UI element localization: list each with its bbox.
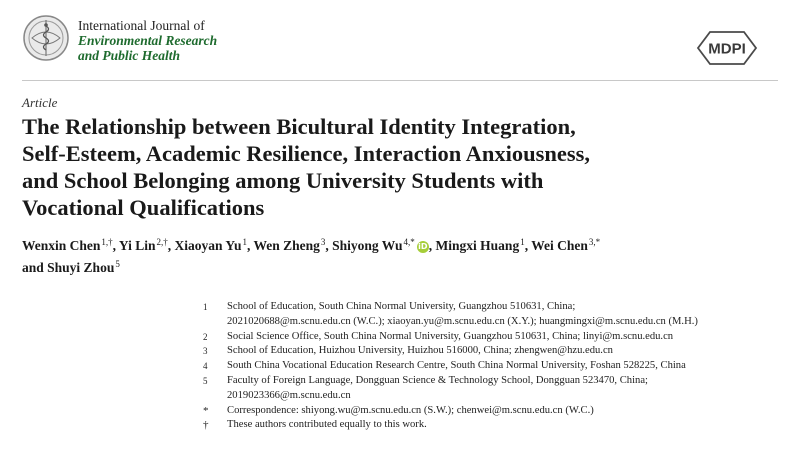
affiliation-text: 2021020688@m.scnu.edu.cn (W.C.); xiaoyan.yu@m.scnu.edu.cn (X.Y.); huangmingxi@m.scnu.edu.cn (M.H.)	[227, 315, 698, 327]
author-separator: ,	[167, 238, 172, 253]
author-name[interactable]: Shuyi Zhou	[47, 260, 115, 275]
affiliation-text: School of Education, Huizhou University, Huizhou 516000, China; zhengwen@hzu.edu.cn	[227, 345, 613, 357]
author-marks: 4,*	[403, 237, 415, 247]
mdpi-logo-icon	[696, 30, 758, 66]
author-marks: 1,†	[101, 237, 113, 247]
header-divider	[22, 80, 778, 81]
equal-contribution-text: These authors contributed equally to this work.	[227, 419, 427, 431]
author-separator: ,	[428, 238, 433, 253]
journal-name-line3: and Public Health	[78, 48, 181, 63]
author-marks: 2,†	[156, 237, 168, 247]
author-marks: 1	[242, 237, 247, 247]
author-separator: ,	[325, 238, 329, 253]
title-line: The Relationship between Bicultural Identity Integration,	[22, 114, 576, 139]
affiliation-mark: 1	[203, 302, 208, 312]
author-separator: ,	[112, 238, 117, 253]
author-name[interactable]: Xiaoyan Yu	[174, 238, 242, 253]
author-name[interactable]: Mingxi Huang	[435, 238, 520, 253]
author-name[interactable]: Yi Lin	[118, 238, 156, 253]
author-marks: 3,*	[588, 237, 601, 247]
affiliation-list	[200, 300, 790, 433]
affiliation-text: 2019023366@m.scnu.edu.cn	[227, 389, 351, 401]
author-separator: ,	[246, 238, 251, 253]
affiliation-item	[200, 344, 790, 359]
author-marks: 3	[320, 237, 326, 247]
paper-title	[22, 113, 782, 221]
correspondence-item	[200, 404, 790, 419]
affiliation-item	[200, 300, 790, 330]
affiliation-mark: †	[203, 419, 209, 432]
affiliation-text: South China Vocational Education Research Centre, South China Normal University, Foshan 528225, China	[227, 360, 686, 372]
journal-name-line1: International Journal of	[78, 18, 205, 33]
affiliation-text: Faculty of Foreign Language, Dongguan Science & Technology School, Dongguan 523470, China;	[227, 374, 648, 386]
affiliation-item	[200, 374, 790, 404]
title-line: and School Belonging among University Students with	[22, 168, 544, 193]
journal-name-line2: Environmental Research	[78, 33, 218, 48]
affiliation-text: School of Education, South China Normal University, Guangzhou 510631, China;	[227, 301, 576, 312]
author-name[interactable]: Wei Chen	[531, 238, 588, 253]
author-name[interactable]: Shiyong Wu	[332, 238, 403, 253]
author-list	[22, 233, 600, 277]
journal-name	[78, 18, 217, 63]
article-type: Article	[22, 95, 58, 110]
affiliation-mark: 3	[203, 346, 208, 357]
affiliation-mark: 2	[203, 331, 208, 342]
title-line: Self-Esteem, Academic Resilience, Interaction Anxiousness,	[22, 141, 591, 166]
author-name[interactable]: Wen Zheng	[253, 238, 320, 253]
affiliation-mark: 4	[203, 361, 208, 372]
affiliation-item	[200, 330, 790, 345]
author-line	[22, 233, 600, 255]
orcid-icon[interactable]: iD	[418, 242, 428, 251]
author-separator: ,	[524, 238, 529, 253]
correspondence-text: Correspondence: shiyong.wu@m.scnu.edu.cn (S.W.); chenwei@m.scnu.edu.cn (W.C.)	[227, 404, 594, 416]
author-name[interactable]: Wenxin Chen	[22, 238, 101, 253]
author-conjunction: and	[22, 260, 44, 275]
author-marks: 5	[115, 259, 120, 269]
title-line: Vocational Qualifications	[22, 195, 265, 220]
mdpi-logo-text: MDPI	[708, 40, 746, 58]
affiliation-mark: *	[203, 404, 209, 417]
journal-logo-icon	[22, 14, 70, 62]
author-marks: 1	[520, 237, 525, 247]
equal-contribution-note	[200, 418, 790, 433]
author-line	[22, 255, 600, 277]
affiliation-item	[200, 359, 790, 374]
affiliation-text: Social Science Office, South China Normal University, Guangzhou 510631, China; linyi@m.scnu.edu.cn	[227, 330, 674, 342]
affiliation-mark: 5	[203, 375, 208, 386]
